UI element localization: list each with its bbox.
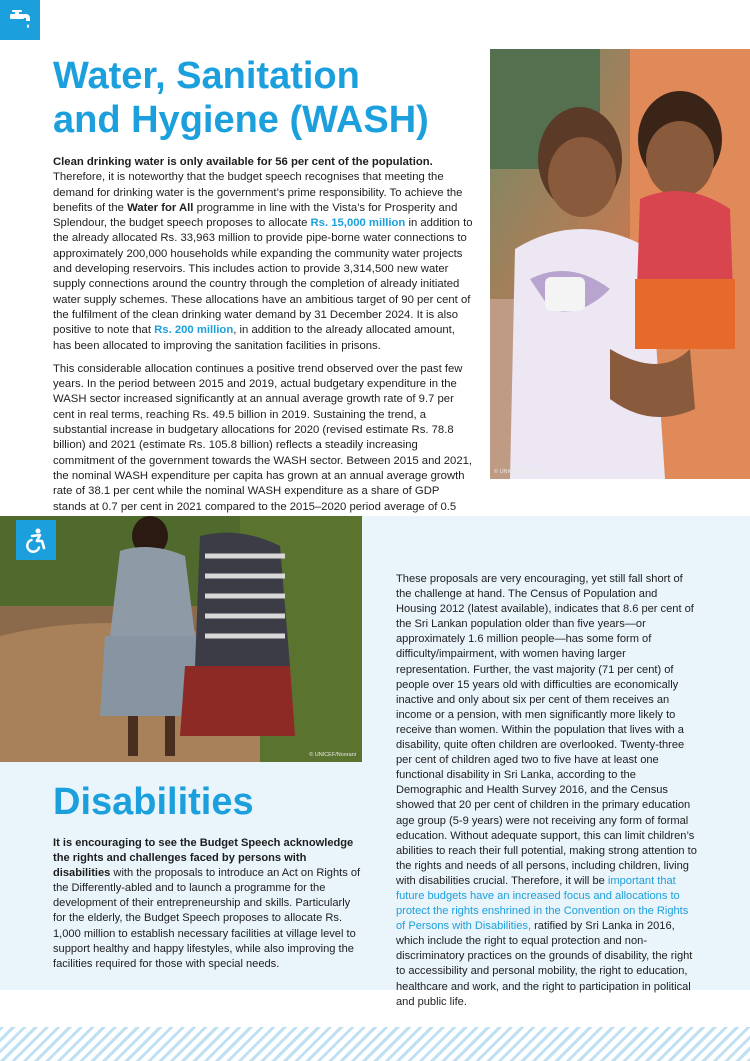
disabilities-icon-box bbox=[16, 520, 56, 560]
wash-body bbox=[53, 155, 473, 538]
highlight-15000-million: Rs. 15,000 million bbox=[310, 217, 406, 230]
disabilities-title: Disabilities bbox=[53, 781, 254, 823]
wash-icon-box bbox=[0, 0, 40, 40]
disabilities-left-body bbox=[53, 836, 363, 980]
wash-photo bbox=[490, 49, 750, 479]
mother-child-photo-illustration bbox=[490, 49, 750, 479]
wash-title-line1: Water, Sanitation bbox=[53, 55, 360, 97]
crpd-highlight: important that future budgets have an increased focus and allocations to protect the rights enshrined in the Convention on the Rights of Persons with Disabilities, bbox=[396, 874, 689, 933]
accessibility-icon bbox=[23, 527, 49, 553]
wash-lead: Clean drinking water is only available for 56 per cent of the population. bbox=[53, 156, 433, 168]
wash-photo-credit: © UNICEF/Noorani bbox=[494, 469, 541, 475]
water-tap-icon bbox=[7, 7, 33, 33]
disabilities-photo-credit: © UNICEF/Noorani bbox=[309, 752, 356, 758]
disabilities-right-body bbox=[396, 572, 700, 1018]
wash-paragraph-1: Clean drinking water is only available for 56 per cent of the population. Therefore, it is noteworthy that the budget speech recognises that meeting the demand for drinking water is the government’s prime responsibility. To achieve the benefits of the Water for All programme in line with the Vista’s for Prosperity and Splendour, the budget speech proposes to allocate Rs. 15,000 million in addition to the already allocated Rs. 33,963 million to provide pipe-borne water connections to approximately 200,000 households while expanding the community water projects and developing reservoirs. This includes action to provide 3,314,500 new water supply connections around the country through the completion of already initiated water supply schemes. These allocations have an ambitious target of 90 per cent of the fulfilment of the clean drinking water demand by 31 December 2024. It is also positive to note that Rs. 200 million, in addition to the already allocated amount, has been allocated to improving the sanitation facilities in prisons. bbox=[53, 156, 473, 352]
wash-title bbox=[53, 54, 429, 142]
disabilities-right-paragraph: These proposals are very encouraging, yet still fall short of the challenge at hand. The Census of Population and Housing 2012 (latest available), indicates that 8.6 per cent of the Sri Lankan population older than five years—or approximately 1.6 million people—has some form of difficulty/impairment, with women having larger representation. Further, the vast majority (71 per cent) of people over 15 years old with difficulties are economically inactive and only about six per cent of them receives an income or a pension, with men significantly more likely to receive than women. Within the population that lives with a disability, quite often children are overlooked. Twenty-three per cent of children aged two to five have at least one functional disability in Sri Lanka, according to the Demographic and Health Survey 2016, and the Census showed that 20 per cent of children in the primary education age group (5-9 years) were not receiving any form of formal education. Without adequate support, this can limit children’s abilities to reach their full potential, making strong attention to the rights and needs of all persons, including children, living with disabilities crucial. Therefore, it will be important that future budgets have an increased focus and allocations to protect the rights enshrined in the Convention on the Rights of Persons with Disabilities, ratified by Sri Lanka in 2016, which include the right to equal protection and non-discriminatory practices on the grounds of disability, the right to accessibility and personal mobility, the right to education, healthcare and work, and the right to participation in political and public life. bbox=[396, 573, 697, 1008]
wash-paragraph-2: This considerable allocation continues a positive trend observed over the past few years. In the period between 2015 and 2019, actual budgetary expenditure in the WASH sector increased significantly at an annual average growth rate of 9.7 per cent in real terms, reaching Rs. 49.5 billion in 2019. Sustaining the trend, a substantial increase in budgetary allocations for 2020 (revised estimate Rs. 78.8 billion) and 2021 (estimate Rs. 105.8 billion) reflects a steadily increasing commitment of the government towards the WASH sector. Between 2015 and 2021, the nominal WASH expenditure per capita has grown at an annual average growth rate of 38.1 per cent while the nominal WASH expenditure as a share of GDP stands at 0.7 per cent in 2021 compared to the 2015–2020 period average of 0.5 bbox=[53, 362, 473, 513]
highlight-200-million: Rs. 200 million bbox=[154, 324, 234, 337]
footer-hatch-band bbox=[0, 1027, 750, 1061]
disabilities-lead: It is encouraging to see the Budget Speech acknowledge the rights and challenges faced by persons with disabilities bbox=[53, 837, 354, 880]
disabilities-left-paragraph: It is encouraging to see the Budget Speech acknowledge the rights and challenges faced by persons with disabilities with the proposals to introduce an Act on Rights of the Differently-abled and to launch a programme for the development of their entrepreneurship and skills. Particularly for the elderly, the Budget Speech proposes to allocate Rs. 1,000 million to establish necessary facilities at village level to support healthy and happy lifestyles, while also improving the facilities required for those with special needs. bbox=[53, 837, 361, 970]
wash-title-line2: and Hygiene (WASH) bbox=[53, 99, 429, 141]
water-for-all: Water for All bbox=[127, 201, 194, 214]
